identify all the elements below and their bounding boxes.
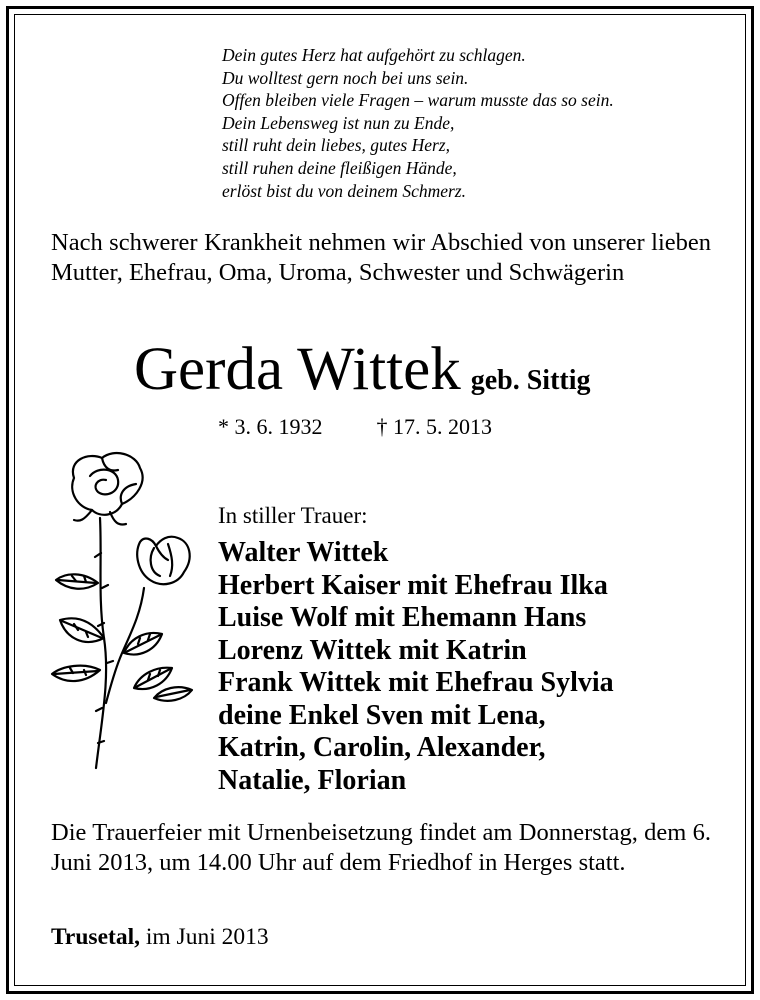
poem-line: still ruhen deine fleißigen Hände,	[222, 157, 457, 178]
signature-place: Trusetal,	[51, 924, 140, 950]
poem-line: erlöst bist du von deinem Schmerz.	[222, 180, 466, 201]
family-member: Walter Wittek	[218, 537, 389, 568]
poem-line: Offen bleiben viele Fragen – warum musste das so sein.	[222, 90, 614, 111]
signature	[51, 924, 269, 951]
deceased-name: Gerda Wittek	[134, 336, 461, 403]
family-list	[218, 537, 614, 797]
family-member: Herbert Kaiser mit Ehefrau Ilka	[218, 569, 608, 601]
poem-line: Du wolltest gern noch bei uns sein.	[222, 67, 469, 88]
mourning-label: In stiller Trauer:	[218, 503, 368, 528]
poem	[222, 44, 614, 202]
family-member: Katrin, Carolin, Alexander,	[218, 732, 546, 763]
poem-line: Dein gutes Herz hat aufgehört zu schlagen.	[222, 45, 526, 65]
family-member: Lorenz Wittek mit Katrin	[218, 634, 527, 666]
death-date: † 17. 5. 2013	[376, 414, 492, 439]
deceased-name-line	[134, 335, 591, 405]
family-member: deine Enkel Sven mit Lena,	[218, 699, 546, 731]
family-member: Frank Wittek mit Ehefrau Sylvia	[218, 667, 614, 698]
funeral-notice: Die Trauerfeier mit Urnenbeisetzung findet am Donnerstag, dem 6. Juni 2013, um 14.00 Uhr auf dem Friedhof in Herges statt.	[51, 819, 711, 876]
family-member: Luise Wolf mit Ehemann Hans	[218, 602, 587, 633]
maiden-name: geb. Sittig	[470, 365, 591, 396]
intro-text: Nach schwerer Krankheit nehmen wir Abschied von unserer lieben Mutter, Ehefrau, Oma, Uroma, Schwester und Schwägerin	[51, 229, 711, 286]
rose-icon	[44, 448, 204, 788]
poem-line: still ruht dein liebes, gutes Herz,	[222, 135, 450, 156]
life-dates	[218, 414, 492, 440]
poem-line: Dein Lebensweg ist nun zu Ende,	[222, 112, 455, 133]
signature-date: im Juni 2013	[145, 924, 269, 950]
family-member: Natalie, Florian	[218, 764, 407, 796]
birth-date: * 3. 6. 1932	[218, 414, 323, 439]
